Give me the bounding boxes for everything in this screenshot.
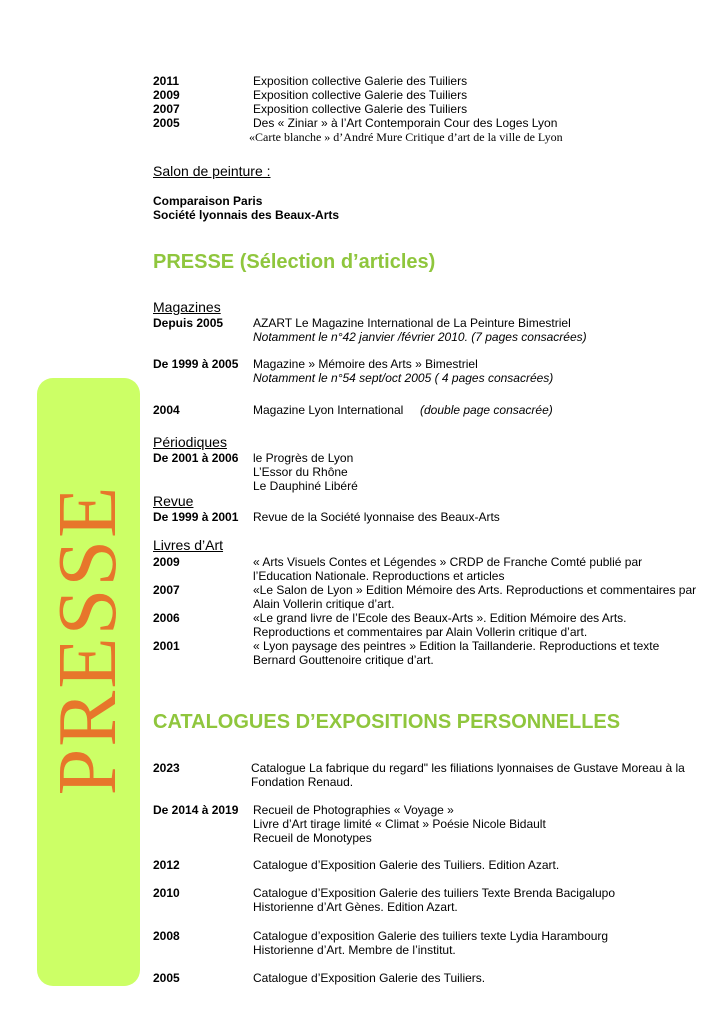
catalogue-year: De 2014 à 2019 [153,803,239,817]
magazine-note: Notamment le n°54 sept/oct 2005 ( 4 pages consacrées) [253,371,554,385]
salon-item: Comparaison Paris [153,194,263,208]
catalogue-text: Recueil de Monotypes [253,831,372,845]
livre-text: Alain Vollerin critique d’art. [253,597,395,611]
magazines-label: Magazines [153,299,221,315]
catalogues-heading: CATALOGUES D’EXPOSITIONS PERSONNELLES [153,711,621,733]
catalogue-text: Catalogue La fabrique du regard" les filiations lyonnaises de Gustave Moreau à la [251,761,685,775]
livre-text: Bernard Gouttenoire critique d’art. [253,653,434,667]
presse-heading: PRESSE (Sélection d’articles) [153,251,436,273]
catalogue-text: Livre d’Art tirage limité « Climat » Poésie Nicole Bidault [253,817,546,831]
periodiques-period: De 2001 à 2006 [153,451,239,465]
exposition-year: 2011 [153,74,180,88]
magazine-text: AZART Le Magazine International de La Peinture Bimestriel [253,316,571,330]
exposition-text: Exposition collective Galerie des Tuiliers [253,74,468,88]
catalogue-text: Catalogue d’exposition Galerie des tuiliers texte Lydia Harambourg [253,929,609,943]
exposition-text: Exposition collective Galerie des Tuiliers [253,88,468,102]
magazine-text: Magazine Lyon International [253,403,404,417]
livre-text: « Lyon paysage des peintres » Edition la Taillanderie. Reproductions et texte [253,639,660,653]
livre-year: 2007 [153,583,180,597]
catalogue-year: 2023 [153,761,180,775]
exposition-text: Des « Ziniar » à l’Art Contemporain Cour des Loges Lyon [253,116,558,130]
magazine-period: Depuis 2005 [153,316,224,330]
catalogue-text: Catalogue d’Exposition Galerie des tuiliers Texte Brenda Bacigalupo [253,886,615,900]
periodique-item: L’Essor du Rhône [253,465,348,479]
catalogue-year: 2005 [153,971,180,985]
livre-year: 2006 [153,611,180,625]
livre-year: 2001 [153,639,180,653]
exposition-text: «Carte blanche » d’André Mure Critique d’art de la ville de Lyon [249,130,563,144]
magazine-text: Magazine » Mémoire des Arts » Bimestriel [253,357,478,371]
periodique-item: Le Dauphiné Libéré [253,479,358,493]
catalogue-text: Catalogue d’Exposition Galerie des Tuiliers. Edition Azart. [253,858,560,872]
catalogue-text: Historienne d’Art Gènes. Edition Azart. [253,900,458,914]
livres-label: Livres d’Art [153,537,224,553]
livre-text: «Le Salon de Lyon » Edition Mémoire des Arts. Reproductions et commentaires par [253,583,697,597]
catalogue-text: Catalogue d’Exposition Galerie des Tuiliers. [253,971,486,985]
livre-text: «Le grand livre de l’Ecole des Beaux-Arts ». Edition Mémoire des Arts. [253,611,627,625]
catalogue-year: 2012 [153,858,180,872]
revue-label: Revue [153,493,194,509]
exposition-text: Exposition collective Galerie des Tuiliers [253,102,468,116]
catalogue-text: Fondation Renaud. [251,775,354,789]
exposition-year: 2007 [153,102,180,116]
periodique-item: le Progrès de Lyon [253,451,354,465]
revue-text: Revue de la Société lyonnaise des Beaux-Arts [253,510,500,524]
catalogue-text: Recueil de Photographies « Voyage » [253,803,454,817]
livre-text: Reproductions et commentaires par Alain Vollerin critique d’art. [253,625,588,639]
livre-text: « Arts Visuels Contes et Légendes » CRDP de Franche Comté publié par [253,555,643,569]
exposition-year: 2009 [153,88,180,102]
magazine-note: Notamment le n°42 janvier /février 2010. (7 pages consacrées) [253,330,587,344]
catalogue-text: Historienne d’Art. Membre de l’institut. [253,943,456,957]
livre-text: l’Education Nationale. Reproductions et articles [253,569,505,583]
exposition-year: 2005 [153,116,180,130]
magazine-period: De 1999 à 2005 [153,357,239,371]
sidebar-label: PRESSE [41,484,134,796]
periodiques-label: Périodiques [153,434,227,450]
livre-year: 2009 [153,555,180,569]
revue-period: De 1999 à 2001 [153,510,239,524]
magazine-note: (double page consacrée) [420,403,553,417]
catalogue-year: 2008 [153,929,180,943]
salon-title: Salon de peinture : [153,163,271,179]
salon-item: Société lyonnais des Beaux-Arts [153,208,340,222]
magazine-period: 2004 [153,403,180,417]
catalogue-year: 2010 [153,886,180,900]
